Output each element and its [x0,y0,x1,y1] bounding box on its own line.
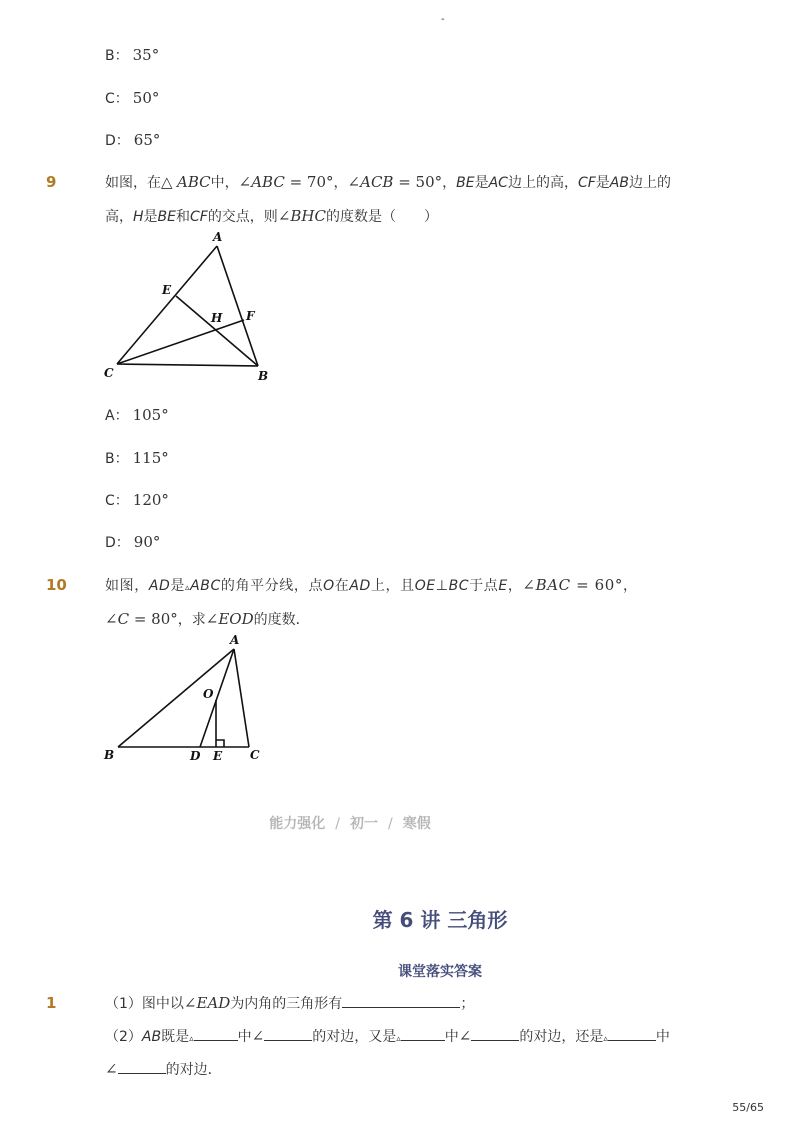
option-label: D： [105,535,130,551]
answer-1-part-2: （2）AB既是▵ 中∠ 的对边，又是▵ 中∠ 的对边，还是▵ 中 [105,1027,670,1045]
option-value: 90° [133,533,161,551]
answer-blank[interactable] [264,1026,312,1041]
option-value: 120° [132,491,169,509]
question-number: 10 [46,576,67,594]
answer-blank[interactable] [471,1026,519,1041]
option-value: 65° [133,131,161,149]
q9-text-line2: 高，H是BE和CF的交点，则∠BHC的度数是（ ） [105,207,438,225]
answer-blank[interactable] [342,993,460,1008]
q10-text-line1: 如图，AD是▵ABC的角平分线，点O在AD上，且OE⊥BC于点E，∠BAC = 60°， [105,576,638,594]
chapter-title: 第 6 讲 三角形 [372,908,508,932]
point-label-f: F [246,309,255,323]
vertex-label-c: C [104,366,114,380]
answer-blank[interactable] [118,1059,166,1074]
vertex-label-a: A [213,230,223,244]
option-label: D： [105,133,130,149]
answer-blank[interactable] [401,1026,445,1041]
point-label-h: H [211,311,223,325]
point-label-o: O [203,687,214,701]
option-label: C： [105,493,129,509]
point-label-e: E [213,749,223,763]
option-label: C： [105,91,129,107]
vertex-label-b: B [258,369,269,383]
answer-1-part-1: （1）图中以∠EAD为内角的三角形有 ； [105,994,475,1012]
option-value: 50° [132,89,160,107]
top-mark: - [441,14,445,25]
vertex-label-e: E [162,283,172,297]
book-footer-label: 能力强化 / 初一 / 寒假 [269,816,431,832]
q10-text-line2: ∠C = 80°，求∠EOD的度数． [105,610,310,628]
option-value: 35° [132,46,160,64]
answer-1-part-2-cont: ∠ 的对边． [105,1060,222,1078]
q9-text-line1: 如图，在△ ABC中，∠ABC = 70°，∠ACB = 50°，BE是AC边上的高，CF是AB边上的 [105,173,671,191]
vertex-label-a: A [230,633,240,647]
option-label: B： [105,48,129,64]
answer-number: 1 [46,994,57,1012]
answer-blank[interactable] [608,1026,656,1041]
vertex-label-c: C [250,748,260,762]
option-value: 115° [132,449,169,467]
option-value: 105° [132,406,169,424]
option-label: B： [105,451,129,467]
point-label-d: D [190,749,201,763]
vertex-label-b: B [104,748,115,762]
section-title: 课堂落实答案 [398,964,482,980]
option-label: A： [105,408,129,424]
question-number: 9 [46,173,57,191]
page-number: 55/65 [732,1101,764,1114]
answer-blank[interactable] [194,1026,238,1041]
